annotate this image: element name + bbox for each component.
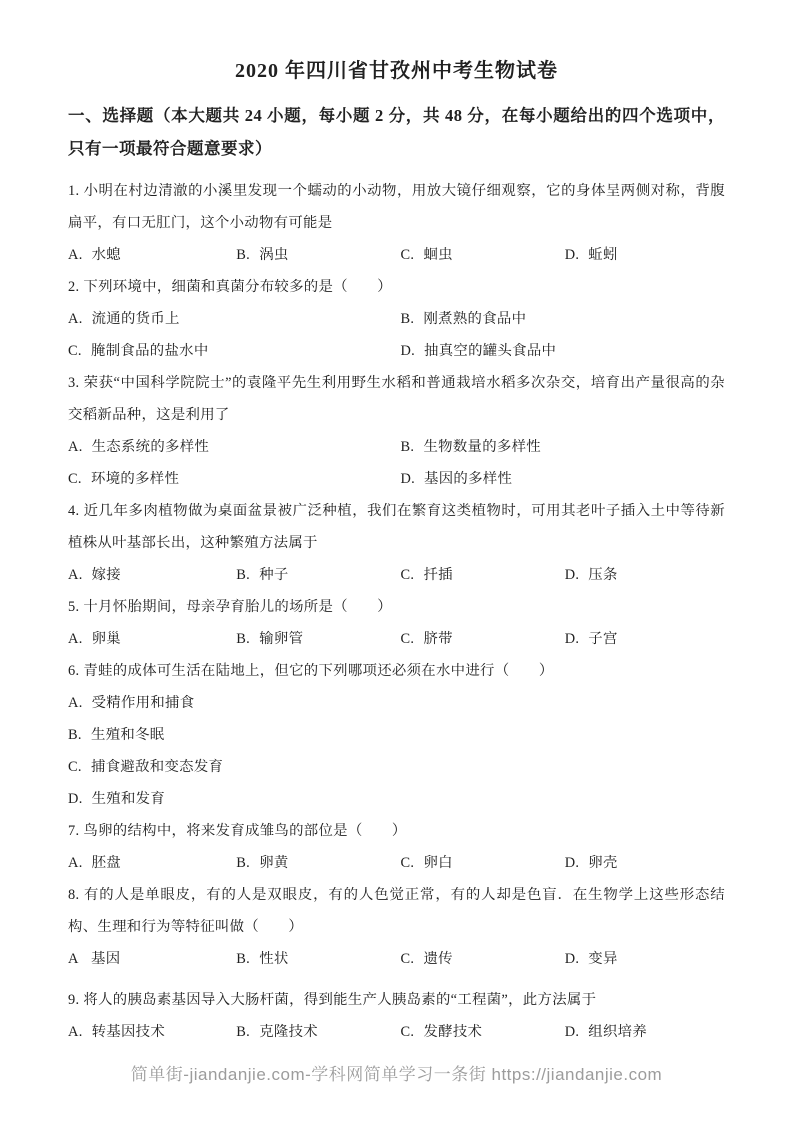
question-body: 有的人是单眼皮，有的人是双眼皮，有的人色觉正常，有的人却是色盲．在生物学上这些形态结构、生理和行为等特征叫做（ ）: [68, 887, 725, 935]
option-text: 基因的多样性: [424, 471, 513, 487]
option-text: 卵黄: [259, 855, 289, 871]
option-label: A.: [68, 311, 83, 327]
options-group: [68, 303, 725, 367]
option-item: [68, 847, 236, 879]
option-text: 子宫: [588, 631, 618, 647]
option-label: A.: [68, 439, 83, 455]
option-item: [68, 303, 400, 335]
option-item: [68, 719, 725, 751]
option-text: 生殖和发育: [91, 791, 166, 807]
question-number: 3.: [68, 375, 80, 391]
option-text: 腌制食品的盐水中: [91, 343, 209, 359]
question-5: [68, 591, 725, 655]
question-text: [68, 984, 725, 1016]
option-item: [68, 687, 725, 719]
option-item: [400, 1016, 564, 1048]
option-text: 压条: [588, 567, 618, 583]
option-text: 流通的货币上: [91, 311, 180, 327]
question-body: 十月怀胎期间，母亲孕育胎儿的场所是（ ）: [83, 599, 392, 615]
question-text: [68, 495, 725, 559]
question-number: 8.: [68, 887, 80, 903]
option-label: A: [68, 951, 79, 967]
question-text: [68, 271, 725, 303]
question-body: 将人的胰岛素基因导入大肠杆菌，得到能生产人胰岛素的“工程菌”，此方法属于: [83, 992, 597, 1008]
options-group: [68, 431, 725, 495]
question-number: 2.: [68, 279, 80, 295]
option-label: C.: [400, 951, 415, 967]
option-label: D.: [564, 631, 580, 647]
option-item: [236, 623, 400, 655]
option-item: [236, 1016, 400, 1048]
option-item: [565, 239, 725, 271]
question-body: 近几年多肉植物做为桌面盆景被广泛种植，我们在繁育这类植物时，可用其老叶子插入土中等待新植株从叶基部长出，这种繁殖方法属于: [68, 503, 725, 551]
option-item: [68, 623, 236, 655]
option-text: 种子: [259, 567, 289, 583]
option-text: 嫁接: [91, 567, 121, 583]
option-item: [236, 559, 400, 591]
option-text: 变异: [588, 951, 618, 967]
option-item: [68, 559, 236, 591]
page-title: 2020 年四川省甘孜州中考生物试卷: [235, 60, 558, 82]
options-group: [68, 847, 725, 879]
option-item: [400, 239, 564, 271]
option-item: [68, 1016, 236, 1048]
question-number: 6.: [68, 663, 80, 679]
option-item: [565, 847, 725, 879]
option-label: A.: [68, 695, 83, 711]
options-group: [68, 239, 725, 271]
question-body: 小明在村边清澈的小溪里发现一个蠕动的小动物，用放大镜仔细观察，它的身体呈两侧对称，背腹扁平，有口无肛门，这个小动物有可能是: [68, 183, 725, 231]
option-label: B.: [236, 631, 250, 647]
option-label: C.: [68, 343, 82, 359]
option-label: B.: [236, 247, 250, 263]
option-text: 扦插: [423, 567, 453, 583]
option-text: 捕食避敌和变态发育: [91, 759, 224, 775]
option-item: [400, 623, 564, 655]
option-label: D.: [564, 567, 580, 583]
option-label: A.: [68, 247, 83, 263]
option-label: D.: [564, 1024, 580, 1040]
option-label: A.: [68, 567, 83, 583]
option-label: A.: [68, 631, 83, 647]
options-group: [68, 623, 725, 655]
option-text: 环境的多样性: [91, 471, 180, 487]
option-text: 脐带: [423, 631, 453, 647]
option-item: [400, 847, 564, 879]
question-text: [68, 591, 725, 623]
option-text: 生态系统的多样性: [91, 439, 210, 455]
question-body: 荣获“中国科学院院士”的袁隆平先生利用野生水稻和普通栽培水稻多次杂交，培育出产量很高的杂交稻新品种，这是利用了: [68, 375, 725, 423]
question-body: 下列环境中，细菌和真菌分布较多的是（ ）: [83, 279, 392, 295]
option-label: D.: [564, 855, 580, 871]
option-label: B.: [400, 311, 415, 327]
option-label: C.: [400, 631, 415, 647]
option-label: B.: [236, 951, 250, 967]
option-text: 生物数量的多样性: [423, 439, 541, 455]
question-3: [68, 367, 725, 495]
option-item: [400, 463, 725, 495]
section-header: 一、选择题（本大题共 24 小题，每小题 2 分，共 48 分，在每小题给出的四个选项中，只有一项最符合题意要求）: [68, 106, 725, 158]
option-text: 刚煮熟的食品中: [423, 311, 527, 327]
option-text: 胚盘: [91, 855, 121, 871]
option-label: C.: [68, 471, 82, 487]
option-item: [68, 431, 400, 463]
option-item: [400, 559, 564, 591]
option-item: [236, 943, 400, 975]
question-number: 4.: [68, 503, 80, 519]
question-number: 1.: [68, 183, 80, 199]
option-text: 蚯蚓: [588, 247, 618, 263]
option-text: 卵壳: [588, 855, 618, 871]
option-item: [400, 335, 725, 367]
option-text: 输卵管: [259, 631, 304, 647]
option-label: D.: [68, 791, 83, 807]
option-item: [565, 623, 725, 655]
option-text: 水螅: [91, 247, 121, 263]
option-label: A.: [68, 855, 83, 871]
option-item: [68, 463, 400, 495]
question-body: 鸟卵的结构中，将来发育成雏鸟的部位是（ ）: [83, 823, 407, 839]
option-label: C.: [400, 855, 415, 871]
option-item: [68, 943, 236, 975]
footer-watermark: 简单街-jiandanjie.com-学科网简单学习一条街 https://jiandanjie.com: [130, 1065, 663, 1084]
option-item: [68, 783, 725, 815]
option-text: 生殖和冬眠: [91, 727, 165, 743]
option-item: [565, 1016, 725, 1048]
option-item: [400, 431, 725, 463]
options-group: [68, 687, 725, 815]
question-number: 7.: [68, 823, 80, 839]
option-text: 性状: [259, 951, 289, 967]
question-number: 5.: [68, 599, 80, 615]
option-label: B.: [236, 1024, 250, 1040]
option-label: B.: [400, 439, 415, 455]
option-item: [565, 559, 725, 591]
question-4: [68, 495, 725, 591]
option-text: 涡虫: [259, 247, 289, 263]
question-text: [68, 815, 725, 847]
option-label: B.: [236, 855, 250, 871]
option-text: 转基因技术: [91, 1024, 166, 1040]
option-item: [236, 239, 400, 271]
option-text: 卵白: [423, 855, 453, 871]
question-body: 青蛙的成体可生活在陆地上，但它的下列哪项还必须在水中进行（ ）: [83, 663, 554, 679]
option-label: B.: [236, 567, 250, 583]
question-text: [68, 655, 725, 687]
option-item: [68, 751, 725, 783]
option-label: D.: [400, 471, 416, 487]
question-text: [68, 879, 725, 943]
question-6: [68, 655, 725, 815]
option-text: 遗传: [423, 951, 453, 967]
question-1: [68, 175, 725, 271]
question-9: [68, 984, 725, 1048]
option-item: [400, 943, 564, 975]
option-text: 基因: [91, 951, 121, 967]
option-text: 卵巢: [91, 631, 121, 647]
option-text: 组织培养: [588, 1024, 648, 1040]
option-text: 抽真空的罐头食品中: [424, 343, 557, 359]
option-label: D.: [564, 247, 580, 263]
option-label: D.: [400, 343, 416, 359]
option-item: [400, 303, 725, 335]
option-label: D.: [564, 951, 580, 967]
option-item: [565, 943, 725, 975]
question-7: [68, 815, 725, 879]
option-label: A.: [68, 1024, 83, 1040]
option-label: C.: [400, 1024, 415, 1040]
questions: [68, 175, 725, 1048]
option-label: C.: [400, 247, 415, 263]
option-item: [68, 239, 236, 271]
option-item: [68, 335, 400, 367]
question-text: [68, 367, 725, 431]
option-text: 蛔虫: [423, 247, 453, 263]
option-text: 受精作用和捕食: [91, 695, 195, 711]
options-group: [68, 1016, 725, 1048]
question-2: [68, 271, 725, 367]
question-8: [68, 879, 725, 975]
options-group: [68, 559, 725, 591]
question-text: [68, 175, 725, 239]
option-item: [236, 847, 400, 879]
option-text: 发酵技术: [423, 1024, 483, 1040]
option-text: 克隆技术: [259, 1024, 318, 1040]
option-label: C.: [68, 759, 82, 775]
option-label: B.: [68, 727, 82, 743]
option-label: C.: [400, 567, 415, 583]
options-group: [68, 943, 725, 975]
question-number: 9.: [68, 992, 80, 1008]
